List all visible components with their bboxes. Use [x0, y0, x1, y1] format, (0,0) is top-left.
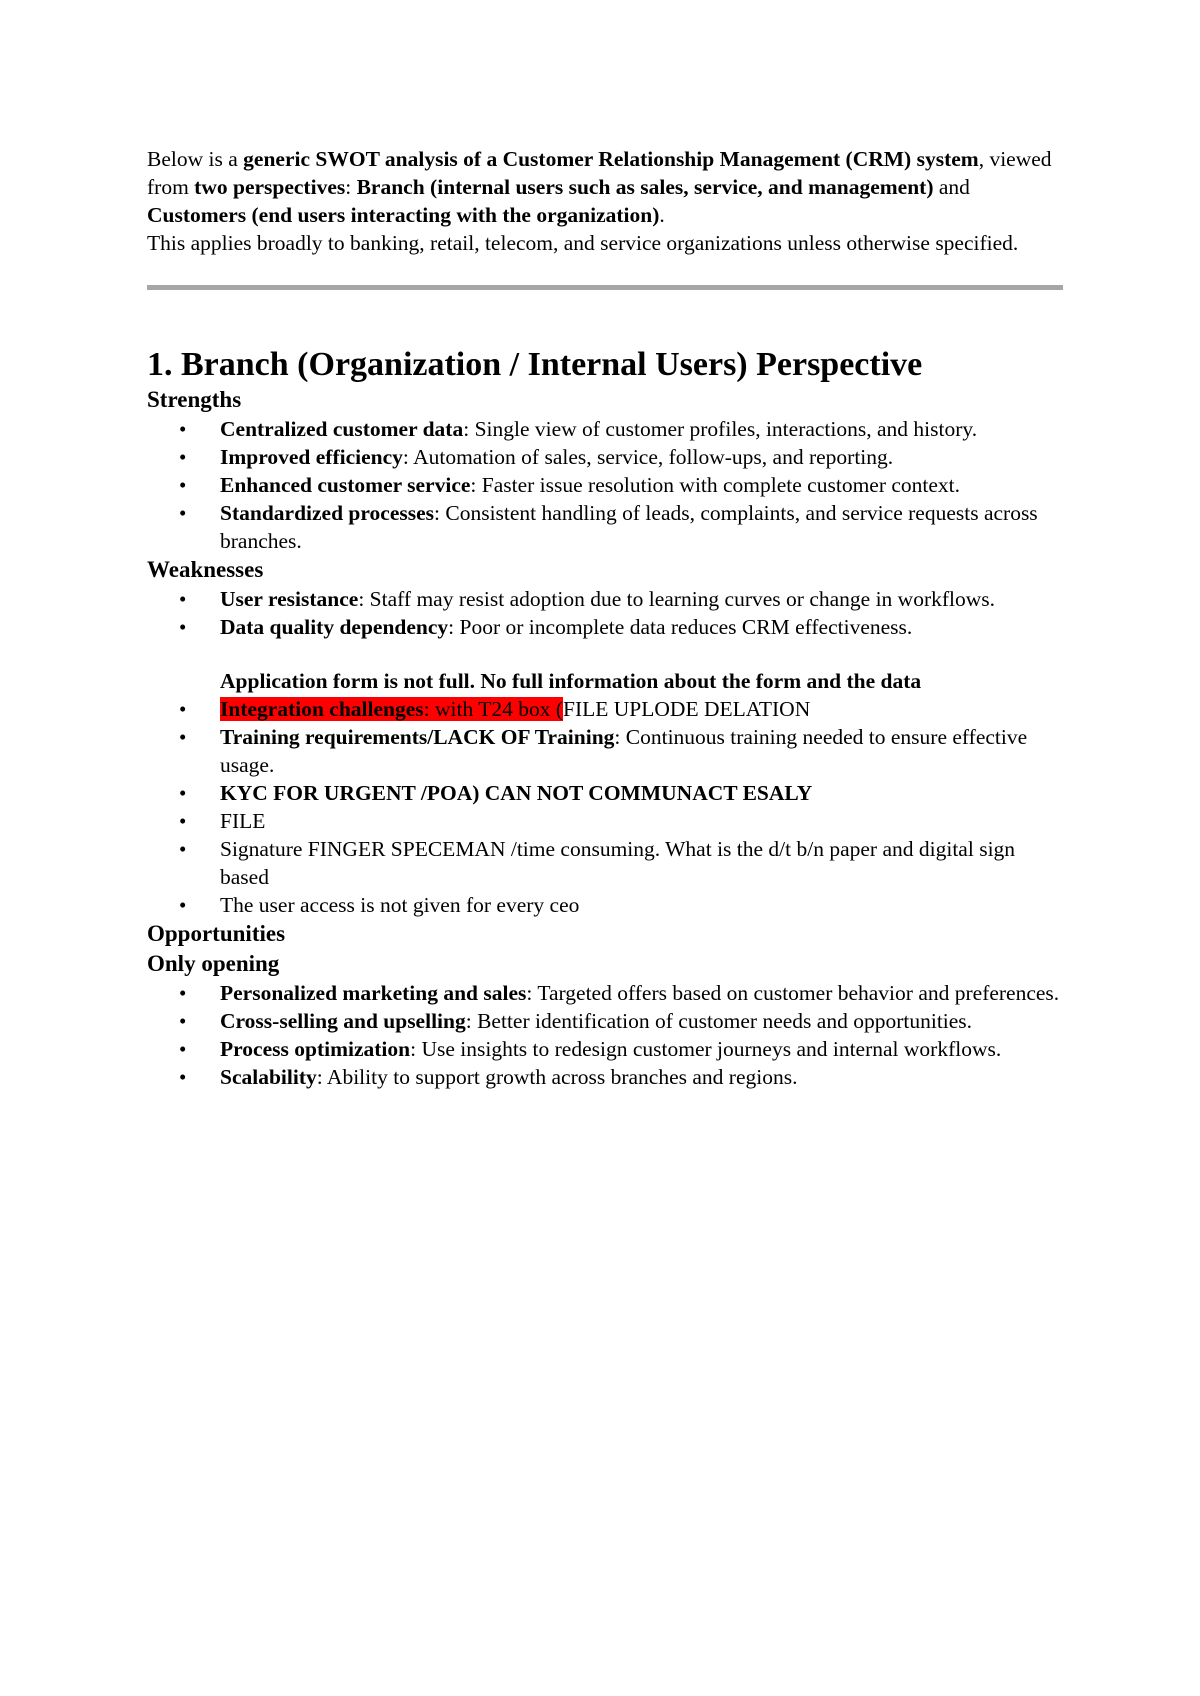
item-text: : Faster issue resolution with complete customer context. — [470, 473, 961, 497]
item-term: Integration challenges — [220, 697, 424, 721]
strengths-list — [147, 415, 1067, 555]
list-item — [220, 499, 1067, 555]
item-text: : with T24 box ( — [423, 697, 564, 721]
intro-line-1 — [147, 145, 1067, 229]
list-item-highlighted — [220, 695, 1067, 723]
item-term: Centralized customer data — [220, 417, 464, 441]
weakness-note: Application form is not full. No full information about the form and the data — [220, 669, 922, 693]
item-term: Cross-selling and upselling — [220, 1009, 466, 1033]
item-text: : Automation of sales, service, follow-ups, and reporting. — [402, 445, 894, 469]
item-text: : Staff may resist adoption due to learning curves or change in workflows. — [358, 587, 996, 611]
list-item — [220, 1035, 1067, 1063]
item-term: Training requirements/LACK OF Training — [220, 725, 615, 749]
list-item — [220, 835, 1067, 891]
item-text: : Poor or incomplete data reduces CRM effectiveness. — [448, 615, 913, 639]
weaknesses-heading: Weaknesses — [147, 557, 264, 582]
item-term: Enhanced customer service — [220, 473, 471, 497]
item-text: FILE UPLODE DELATION — [563, 697, 811, 721]
intro-part: . — [659, 203, 665, 227]
intro-part: : — [345, 175, 357, 199]
weaknesses-list-a — [147, 585, 1067, 641]
strengths-heading: Strengths — [147, 387, 242, 412]
intro-part-bold: two perspectives — [194, 175, 346, 199]
opportunities-list — [147, 979, 1067, 1091]
intro-part: Below is a — [147, 147, 244, 171]
intro-line-2: This applies broadly to banking, retail, telecom, and service organizations unless otherwise specified. — [147, 231, 1019, 255]
item-text: FILE — [220, 809, 266, 833]
list-item — [220, 807, 1067, 835]
list-item — [220, 979, 1067, 1007]
item-term: User resistance — [220, 587, 359, 611]
list-item — [220, 1063, 1067, 1091]
item-term: Data quality dependency — [220, 615, 449, 639]
intro-part: , viewed from — [147, 147, 1052, 199]
item-term: KYC FOR URGENT /POA) CAN NOT COMMUNACT ESALY — [220, 781, 813, 805]
item-text: : Single view of customer profiles, interactions, and history. — [463, 417, 978, 441]
highlighted-text — [220, 697, 563, 721]
list-item — [220, 723, 1067, 779]
item-text: : Continuous training needed to ensure effective usage. — [220, 725, 1028, 777]
item-term: Improved efficiency — [220, 445, 403, 469]
intro-part: and — [933, 175, 970, 199]
only-opening-heading: Only opening — [147, 951, 280, 976]
item-term: Scalability — [220, 1065, 317, 1089]
item-text: : Better identification of customer needs and opportunities. — [465, 1009, 973, 1033]
item-term: Process optimization — [220, 1037, 411, 1061]
intro-part-bold: Customers (end users interacting with the organization) — [147, 203, 660, 227]
item-text: : Targeted offers based on customer behavior and preferences. — [526, 981, 1060, 1005]
intro-part-bold: Branch (internal users such as sales, service, and management) — [356, 175, 934, 199]
item-text: The user access is not given for every ceo — [220, 893, 580, 917]
intro-part-bold: generic SWOT analysis of a Customer Relationship Management (CRM) system — [243, 147, 979, 171]
document-page — [147, 145, 1067, 1091]
list-item — [220, 891, 1067, 919]
list-item — [220, 585, 1067, 613]
horizontal-rule — [147, 285, 1063, 290]
intro-paragraph — [147, 145, 1067, 257]
list-item — [220, 471, 1067, 499]
opportunities-heading: Opportunities — [147, 921, 286, 946]
list-item — [220, 1007, 1067, 1035]
item-text: : Consistent handling of leads, complaints, and service requests across branches. — [220, 501, 1038, 553]
list-item — [220, 779, 1067, 807]
item-text: : Ability to support growth across branches and regions. — [316, 1065, 798, 1089]
item-term: Personalized marketing and sales — [220, 981, 527, 1005]
section-heading: 1. Branch (Organization / Internal Users) Perspective — [147, 346, 923, 383]
list-item — [220, 415, 1067, 443]
item-text: : Use insights to redesign customer journeys and internal workflows. — [410, 1037, 1002, 1061]
list-item — [220, 613, 1067, 641]
weaknesses-list-b — [147, 695, 1067, 919]
item-text: Signature FINGER SPECEMAN /time consuming. What is the d/t b/n paper and digital sign based — [220, 837, 1016, 889]
list-item — [220, 443, 1067, 471]
item-term: Standardized processes — [220, 501, 435, 525]
